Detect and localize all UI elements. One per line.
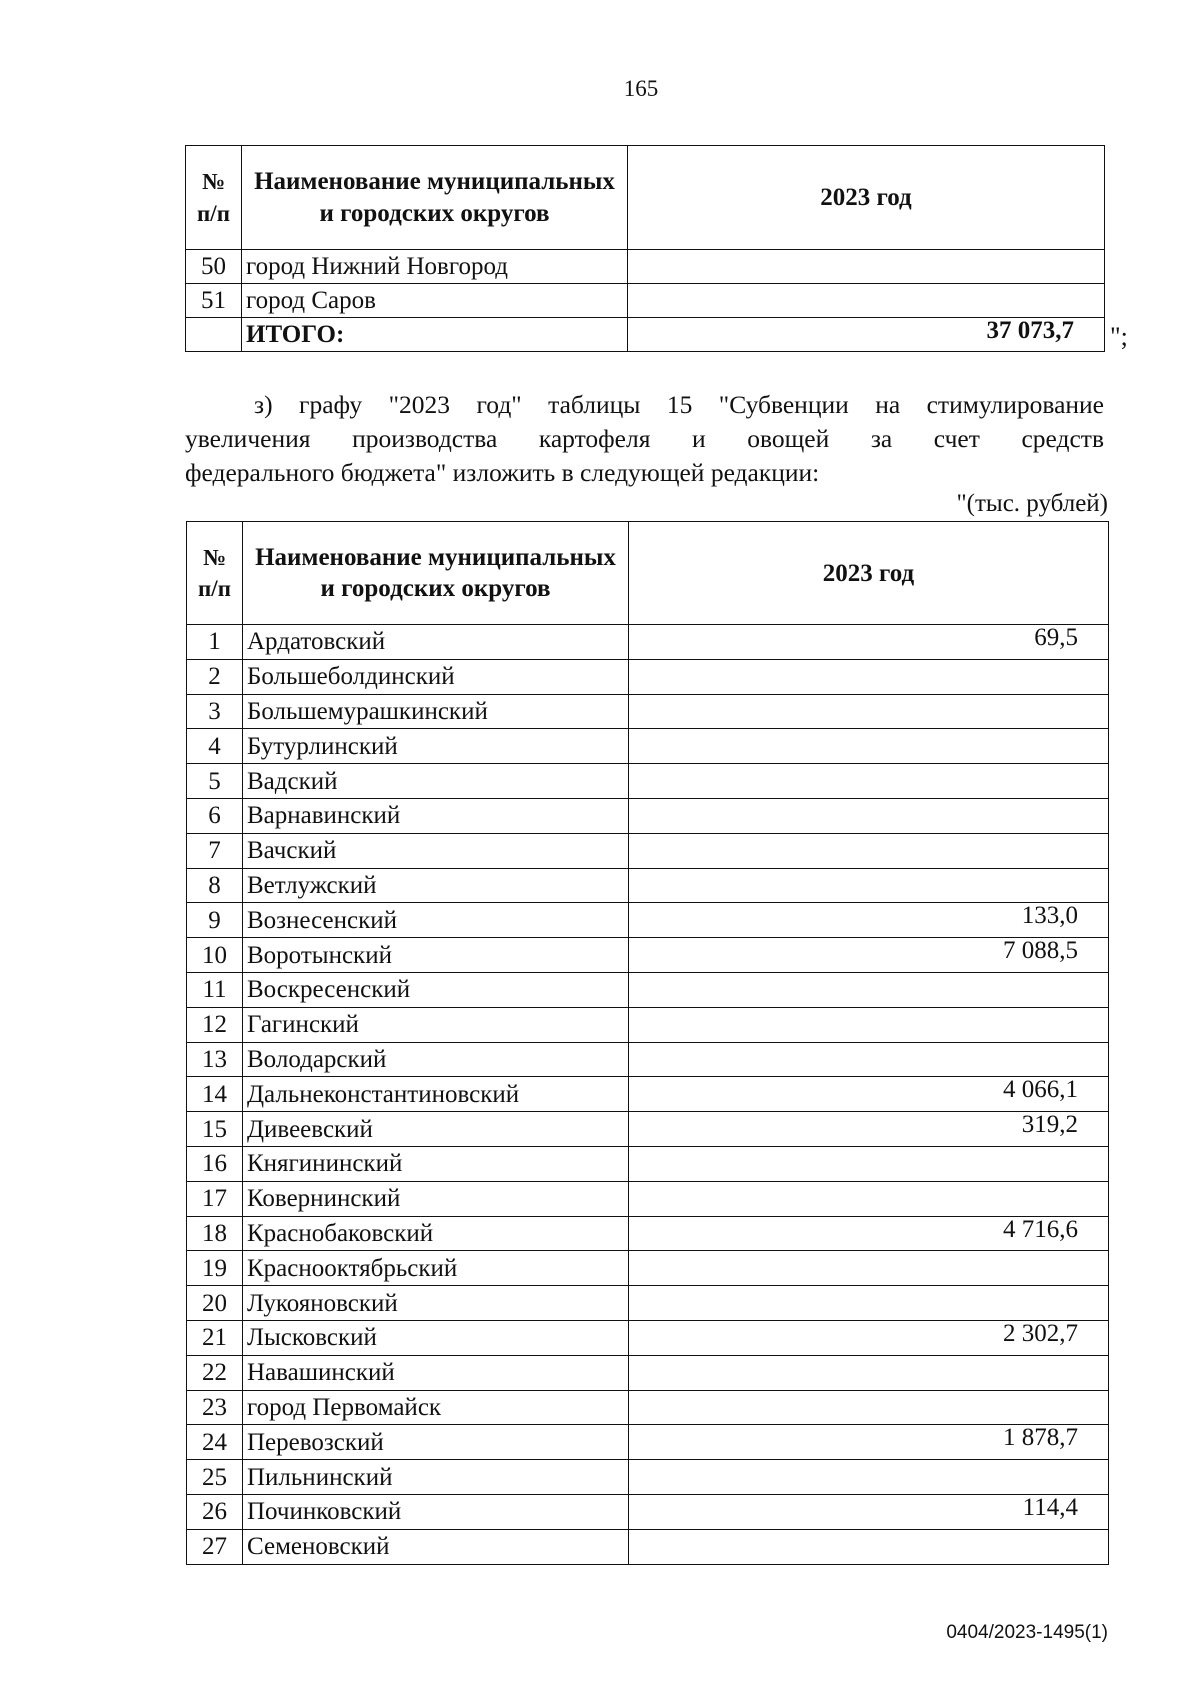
row-number: 3 xyxy=(187,694,243,729)
row-number: 18 xyxy=(187,1216,243,1251)
row-value xyxy=(629,1146,1109,1181)
row-value xyxy=(629,1007,1109,1042)
table-row xyxy=(187,868,1109,903)
row-value: 7 088,5 xyxy=(629,938,1109,973)
table-row xyxy=(187,1320,1109,1355)
row-value xyxy=(628,250,1105,284)
table-row xyxy=(187,1355,1109,1390)
table-row xyxy=(187,1460,1109,1495)
row-number: 10 xyxy=(187,938,243,973)
table-row xyxy=(187,833,1109,868)
table-row xyxy=(187,694,1109,729)
row-number: 1 xyxy=(187,625,243,660)
row-name: Воскресенский xyxy=(243,972,629,1007)
row-value xyxy=(629,833,1109,868)
column-header-number: № п/п xyxy=(186,146,242,250)
row-value: 69,5 xyxy=(629,625,1109,660)
unit-label: "(тыс. рублей) xyxy=(956,490,1108,517)
total-empty-cell xyxy=(186,318,242,352)
table-row xyxy=(187,1425,1109,1460)
row-number: 19 xyxy=(187,1251,243,1286)
paragraph-line-3: федерального бюджета" изложить в следующей редакции: xyxy=(185,458,820,487)
row-number: 8 xyxy=(187,868,243,903)
column-header-year: 2023 год xyxy=(629,522,1109,625)
row-value: 319,2 xyxy=(629,1112,1109,1147)
row-value xyxy=(629,972,1109,1007)
table-row xyxy=(187,1146,1109,1181)
row-value xyxy=(629,729,1109,764)
row-name: Ветлужский xyxy=(243,868,629,903)
row-name: город Нижний Новгород xyxy=(242,250,628,284)
table-header-row xyxy=(187,522,1109,625)
row-number: 7 xyxy=(187,833,243,868)
row-number: 26 xyxy=(187,1494,243,1529)
row-name: Бутурлинский xyxy=(243,729,629,764)
row-number: 22 xyxy=(187,1355,243,1390)
table-row xyxy=(187,1286,1109,1321)
table-header-row xyxy=(186,146,1105,250)
row-value xyxy=(629,868,1109,903)
row-name: Княгининский xyxy=(243,1146,629,1181)
document-code: 0404/2023-1495(1) xyxy=(946,1622,1108,1643)
table-row xyxy=(187,1494,1109,1529)
row-number: 2 xyxy=(187,659,243,694)
row-name: Ковернинский xyxy=(243,1181,629,1216)
table-row xyxy=(187,1112,1109,1147)
table-row xyxy=(187,764,1109,799)
row-value xyxy=(629,694,1109,729)
row-number: 12 xyxy=(187,1007,243,1042)
table-row xyxy=(187,729,1109,764)
row-name: Лукояновский xyxy=(243,1286,629,1321)
row-value xyxy=(629,1251,1109,1286)
column-header-name: Наименование муниципальных и городских округов xyxy=(243,522,629,625)
municipal-table-continued xyxy=(185,145,1105,352)
row-number: 23 xyxy=(187,1390,243,1425)
row-name: Перевозский xyxy=(243,1425,629,1460)
row-number: 9 xyxy=(187,903,243,938)
table-row xyxy=(187,798,1109,833)
row-value xyxy=(629,1355,1109,1390)
page-number: 165 xyxy=(623,76,659,101)
row-name: Вачский xyxy=(243,833,629,868)
row-number: 21 xyxy=(187,1320,243,1355)
row-name: Ардатовский xyxy=(243,625,629,660)
row-name: Краснобаковский xyxy=(243,1216,629,1251)
row-name: Починковский xyxy=(243,1494,629,1529)
table-row xyxy=(186,250,1105,284)
row-value xyxy=(629,1286,1109,1321)
row-number: 27 xyxy=(187,1529,243,1564)
row-value: 1 878,7 xyxy=(629,1425,1109,1460)
row-name: Гагинский xyxy=(243,1007,629,1042)
row-name: Дальнеконстантиновский xyxy=(243,1077,629,1112)
row-name: город Саров xyxy=(242,284,628,318)
table-row xyxy=(187,659,1109,694)
row-number: 50 xyxy=(186,250,242,284)
row-name: Вознесенский xyxy=(243,903,629,938)
closing-quote: "; xyxy=(1110,322,1128,351)
row-name: Семеновский xyxy=(243,1529,629,1564)
row-value: 4 716,6 xyxy=(629,1216,1109,1251)
row-name: Дивеевский xyxy=(243,1112,629,1147)
table-row xyxy=(187,1216,1109,1251)
table-row xyxy=(187,1251,1109,1286)
total-value: 37 073,7 xyxy=(628,318,1105,352)
table-row xyxy=(187,903,1109,938)
table-body xyxy=(187,625,1109,1565)
row-number: 14 xyxy=(187,1077,243,1112)
row-number: 5 xyxy=(187,764,243,799)
row-number: 16 xyxy=(187,1146,243,1181)
row-number: 4 xyxy=(187,729,243,764)
table-row xyxy=(187,1077,1109,1112)
row-value: 2 302,7 xyxy=(629,1320,1109,1355)
row-name: Навашинский xyxy=(243,1355,629,1390)
table-row xyxy=(187,1529,1109,1564)
table-row xyxy=(187,938,1109,973)
row-value xyxy=(629,798,1109,833)
row-number: 20 xyxy=(187,1286,243,1321)
row-number: 15 xyxy=(187,1112,243,1147)
row-number: 13 xyxy=(187,1042,243,1077)
table-row xyxy=(187,1042,1109,1077)
column-header-number: № п/п xyxy=(187,522,243,625)
row-name: Лысковский xyxy=(243,1320,629,1355)
table-row xyxy=(187,1390,1109,1425)
column-header-name: Наименование муниципальных и городских округов xyxy=(242,146,628,250)
row-value xyxy=(629,1042,1109,1077)
table-row xyxy=(187,625,1109,660)
row-value xyxy=(629,764,1109,799)
row-number: 24 xyxy=(187,1425,243,1460)
row-value xyxy=(629,1529,1109,1564)
table-row xyxy=(187,1181,1109,1216)
row-name: город Первомайск xyxy=(243,1390,629,1425)
row-name: Большемурашкинский xyxy=(243,694,629,729)
row-value: 133,0 xyxy=(629,903,1109,938)
row-number: 51 xyxy=(186,284,242,318)
row-name: Пильнинский xyxy=(243,1460,629,1495)
row-name: Володарский xyxy=(243,1042,629,1077)
row-name: Краснооктябрьский xyxy=(243,1251,629,1286)
paragraph-line-1: з) графу "2023 год" таблицы 15 "Субвенции на стимулирование xyxy=(254,390,1104,419)
row-value xyxy=(629,659,1109,694)
row-name: Воротынский xyxy=(243,938,629,973)
row-value xyxy=(629,1460,1109,1495)
potato-vegetable-subvention-table xyxy=(186,521,1109,1565)
row-number: 25 xyxy=(187,1460,243,1495)
row-name: Вадский xyxy=(243,764,629,799)
row-value xyxy=(629,1181,1109,1216)
table-row xyxy=(187,972,1109,1007)
row-value: 114,4 xyxy=(629,1494,1109,1529)
row-number: 11 xyxy=(187,972,243,1007)
row-value: 4 066,1 xyxy=(629,1077,1109,1112)
paragraph-line-2: увеличения производства картофеля и овощей за счет средств xyxy=(185,424,1104,453)
table-row xyxy=(186,284,1105,318)
total-row xyxy=(186,318,1105,352)
row-name: Варнавинский xyxy=(243,798,629,833)
row-number: 17 xyxy=(187,1181,243,1216)
row-name: Большеболдинский xyxy=(243,659,629,694)
total-label: ИТОГО: xyxy=(242,318,628,352)
row-value xyxy=(628,284,1105,318)
row-number: 6 xyxy=(187,798,243,833)
column-header-year: 2023 год xyxy=(628,146,1105,250)
amendment-paragraph xyxy=(185,388,1104,490)
row-value xyxy=(629,1390,1109,1425)
table-row xyxy=(187,1007,1109,1042)
